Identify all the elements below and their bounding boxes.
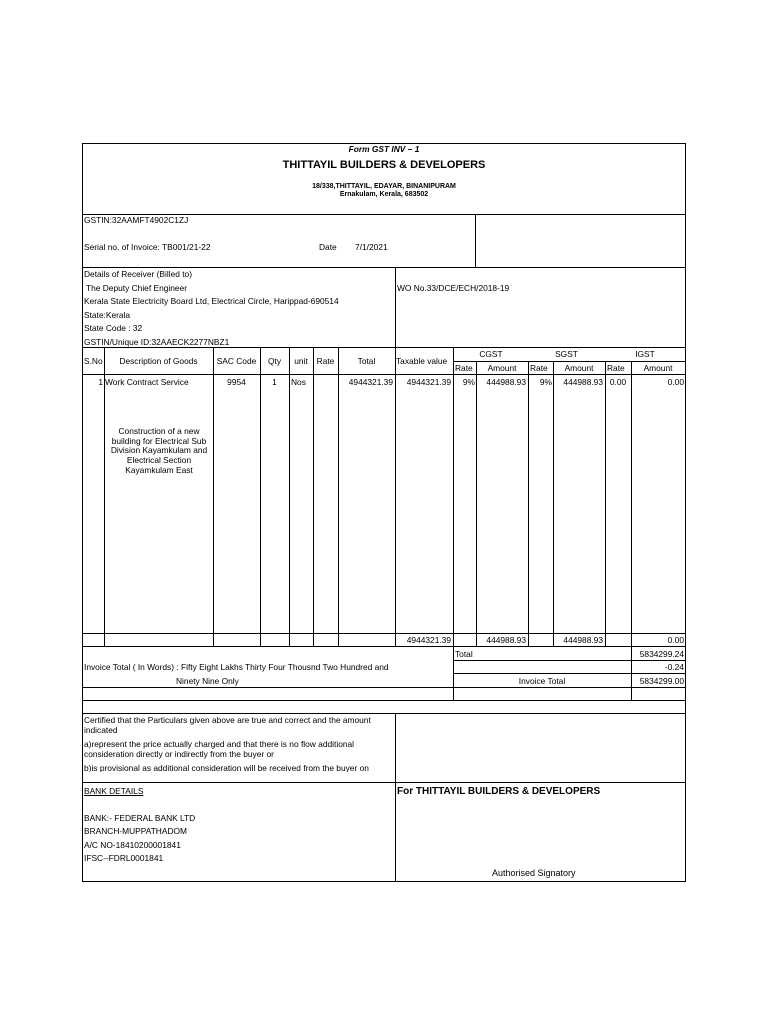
border-right (685, 143, 686, 882)
authorised-signatory: Authorised Signatory (492, 868, 576, 878)
invoice-date-label: Date (319, 242, 337, 252)
rule (260, 347, 261, 647)
rule (82, 646, 686, 647)
item-igst-rate: 0.00 (609, 377, 627, 387)
rule (313, 347, 314, 647)
sum-sgst: 444988.93 (563, 635, 603, 645)
sum-igst: 0.00 (667, 635, 684, 645)
item-sgst-amount: 444988.93 (563, 377, 603, 387)
item-description-note: Construction of a new building for Electrical Sub Division Kayamkulam and Electrical Section Kayamkulam East (110, 426, 208, 475)
item-description: Work Contract Service (105, 377, 189, 387)
invoice-total-value: 5834299.00 (639, 676, 684, 686)
invoice-total-label: Invoice Total (518, 676, 566, 686)
roundoff-value: -0.24 (664, 662, 684, 672)
rule (82, 687, 686, 688)
header-sac: SAC Code (216, 356, 257, 366)
item-sgst-rate: 9% (539, 377, 552, 387)
header-sgst-rate: Rate (530, 363, 548, 373)
certificate-line1: Certified that the Particulars given above are true and correct and the amount indicated (84, 715, 371, 735)
rule (82, 700, 686, 701)
sum-taxable: 4944321.39 (406, 635, 451, 645)
header-cgst-rate: Rate (455, 363, 473, 373)
bank-account-number: A/C NO-18410200001841 (84, 840, 181, 850)
company-address-line1: 18/338,THITTAYIL, EDAYAR, BINANIPURAM (312, 183, 456, 190)
item-igst-amount: 0.00 (667, 377, 684, 387)
rule (476, 361, 477, 647)
invoice-serial: Serial no. of Invoice: TB001/21-22 (84, 242, 211, 252)
header-taxable-value: Taxable value (396, 356, 448, 366)
rule (395, 347, 396, 647)
rule (82, 881, 686, 882)
item-sno: 1 (98, 377, 103, 387)
total-label: Total (455, 649, 473, 659)
rule (82, 633, 686, 634)
header-sno: S.No (84, 356, 103, 366)
supplier-gstin: GSTIN:32AAMFT4902C1ZJ (84, 215, 189, 225)
rule (453, 660, 685, 661)
rule (104, 347, 105, 647)
rule (82, 782, 686, 783)
item-unit: Nos (291, 377, 306, 387)
rule (82, 347, 686, 348)
sum-cgst: 444988.93 (486, 635, 526, 645)
header-unit: unit (294, 356, 308, 366)
rule (82, 267, 686, 268)
header-qty: Qty (267, 356, 282, 366)
header-cgst: CGST (479, 349, 503, 359)
header-igst-amount: Amount (643, 363, 673, 373)
form-title: Form GST INV – 1 (348, 144, 420, 154)
company-address-line2: Ernakulam, Kerala, 683502 (339, 191, 429, 198)
invoice-date-value: 7/1/2021 (355, 242, 388, 252)
signatory-company: For THITTAYIL BUILDERS & DEVELOPERS (397, 786, 601, 797)
item-cgst-amount: 444988.93 (486, 377, 526, 387)
bank-name: BANK:- FEDERAL BANK LTD (84, 813, 196, 823)
header-sgst: SGST (555, 349, 578, 359)
header-sgst-amount: Amount (564, 363, 594, 373)
bank-ifsc: IFSC--FDRL0001841 (84, 853, 164, 863)
company-name: THITTAYIL BUILDERS & DEVELOPERS (282, 159, 486, 171)
receiver-heading: Details of Receiver (Billed to) (84, 269, 192, 279)
rule (553, 361, 554, 647)
item-sac: 9954 (227, 377, 246, 387)
border-left (82, 143, 83, 882)
total-value: 5834299.24 (639, 649, 684, 659)
header-rate: Rate (316, 356, 335, 366)
rule (453, 673, 685, 674)
item-qty: 1 (272, 377, 277, 387)
item-total: 4944321.39 (348, 377, 393, 387)
rule (213, 347, 214, 647)
rule (395, 267, 396, 348)
header-cgst-amount: Amount (487, 363, 517, 373)
work-order-number: WO No.33/DCE/ECH/2018-19 (397, 283, 510, 293)
bank-branch: BRANCH-MUPPATHADOM (84, 826, 187, 836)
header-igst-rate: Rate (607, 363, 625, 373)
rule (453, 347, 454, 701)
rule (395, 713, 396, 882)
amount-in-words-line1: Invoice Total ( In Words) : Fifty Eight Lakhs Thirty Four Thousnd Two Hundred and (84, 662, 389, 672)
item-taxable: 4944321.39 (406, 377, 451, 387)
rule (475, 214, 476, 268)
rule (82, 713, 686, 714)
item-cgst-rate: 9% (462, 377, 475, 387)
receiver-state-code: State Code : 32 (84, 323, 143, 333)
receiver-line1: The Deputy Chief Engineer (86, 283, 188, 293)
certificate-line2: a)represent the price actually charged and that there is no flow additional consideration directly or indirectly from the buyer or (84, 739, 355, 759)
rule (528, 361, 529, 647)
receiver-gstin: GSTIN/Unique ID:32AAECK2277NBZ1 (84, 337, 230, 347)
rule (82, 374, 686, 375)
certificate-line3: b)is provisional as additional consideration will be received from the buyer on (84, 764, 369, 773)
rule (631, 361, 632, 647)
header-total: Total (357, 356, 376, 366)
amount-in-words-line2: Ninety Nine Only (176, 676, 239, 686)
receiver-state: State:Kerala (84, 310, 131, 320)
receiver-line2: Kerala State Electricity Board Ltd, Electrical Circle, Harippad-690514 (84, 296, 339, 306)
rule (289, 347, 290, 647)
header-igst: IGST (635, 349, 655, 359)
rule (453, 361, 685, 362)
header-description: Description of Goods (119, 356, 198, 366)
bank-details-heading: BANK DETAILS (84, 786, 144, 796)
rule (605, 361, 606, 647)
rule (338, 347, 339, 647)
